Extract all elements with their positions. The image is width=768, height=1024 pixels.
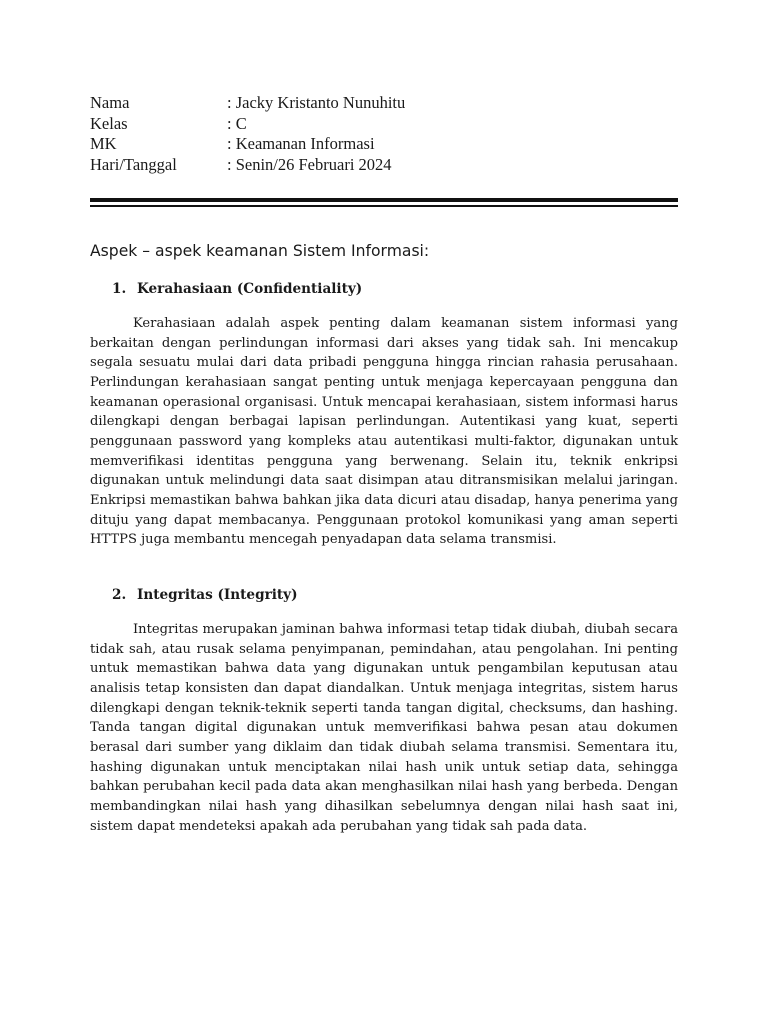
identity-value: : Keamanan Informasi	[227, 134, 375, 153]
header-divider-thick	[90, 198, 678, 202]
subsection-heading-confidentiality	[112, 280, 362, 298]
subsection-number: 1.	[112, 281, 127, 297]
identity-value: : Senin/26 Februari 2024	[227, 154, 392, 174]
subsection-heading-integrity	[112, 586, 298, 604]
identity-value: : C	[227, 113, 247, 133]
identity-label: Kelas	[90, 113, 128, 133]
paragraph-integrity: Integritas merupakan jaminan bahwa informasi tetap tidak diubah, diubah secara tidak sah, atau rusak selama penyimpanan, pemindahan, atau pengolahan. Ini penting untuk memastikan bahwa data yang digunakan untuk pengambilan keputusan atau analisis tetap konsisten dan dapat diandalkan. Untuk menjaga integritas, sistem harus dilengkapi dengan teknik-teknik seperti tanda tangan digital, checksums, dan hashing. Tanda tangan digital digunakan untuk memverifikasi bahwa pesan atau dokumen berasal dari sumber yang diklaim dan tidak diubah selama transmisi. Sementara itu, hashing digunakan untuk menciptakan nilai hash unik untuk setiap data, sehingga bahkan perubahan kecil pada data akan menghasilkan nilai hash yang berbeda. Dengan membandingkan nilai hash yang dihasilkan sebelumnya dengan nilai hash saat ini, sistem dapat mendeteksi apakah ada perubahan yang tidak sah pada data.	[90, 622, 678, 834]
identity-label: Nama	[90, 93, 130, 112]
identity-label: MK	[90, 134, 117, 153]
subsection-number: 2.	[112, 587, 127, 603]
header-divider-thin	[90, 205, 678, 207]
paragraph-confidentiality: Kerahasiaan adalah aspek penting dalam keamanan sistem informasi yang berkaitan dengan perlindungan informasi dari akses yang tidak sah. Ini mencakup segala sesuatu mulai dari data pribadi pengguna hingga rincian rahasia perusahaan. Perlindungan kerahasiaan sangat penting untuk menjaga kepercayaan pengguna dan keamanan operasional organisasi. Untuk mencapai kerahasiaan, sistem informasi harus dilengkapi dengan berbagai lapisan perlindungan. Autentikasi yang kuat, seperti penggunaan password yang kompleks atau autentikasi multi-faktor, digunakan untuk memverifikasi identitas pengguna yang berwenang. Selain itu, teknik enkripsi digunakan untuk melindungi data saat disimpan atau ditransmisikan melalui jaringan. Enkripsi memastikan bahwa bahkan jika data dicuri atau disadap, hanya penerima yang dituju yang dapat membacanya. Penggunaan protokol komunikasi yang aman seperti HTTPS juga membantu mencegah penyadapan data selama transmisi.	[90, 316, 678, 548]
section-title: Aspek – aspek keamanan Sistem Informasi:	[90, 242, 430, 260]
subsection-title: Kerahasiaan (Confidentiality)	[137, 281, 363, 297]
identity-label: Hari/Tanggal	[90, 154, 177, 174]
identity-value: : Jacky Kristanto Nunuhitu	[227, 93, 406, 112]
subsection-title: Integritas (Integrity)	[137, 587, 298, 603]
